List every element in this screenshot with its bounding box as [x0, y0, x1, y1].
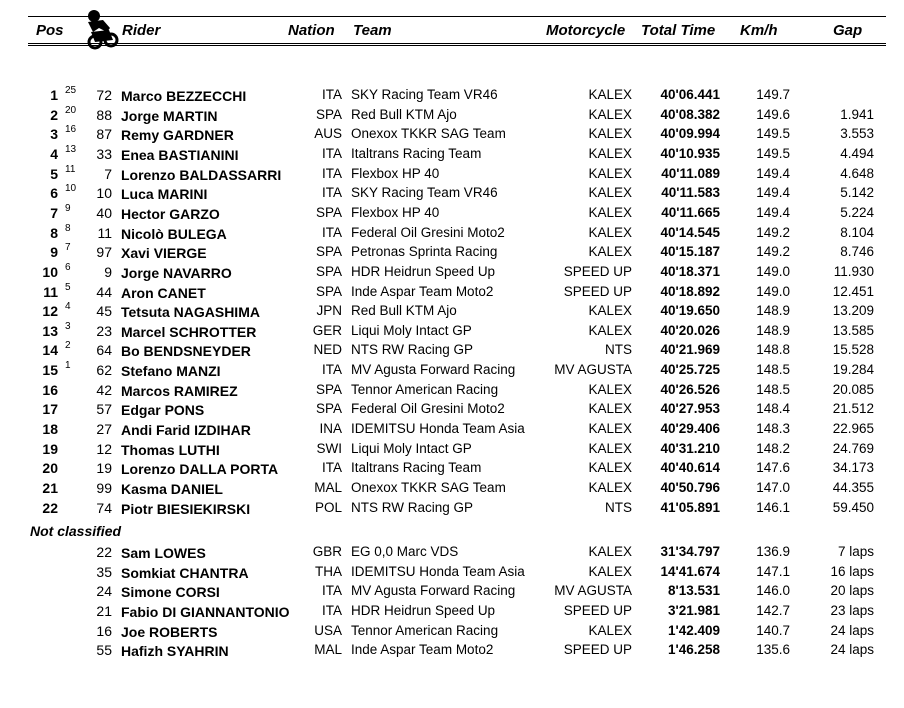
rider-name: Andi Farid IZDIHAR — [121, 422, 251, 439]
rider-name: Marco BEZZECCHI — [121, 88, 247, 104]
rider-name: Hector GARZO — [121, 205, 220, 222]
rider-name: Edgar PONS — [121, 402, 205, 419]
motorcycle: NTS — [605, 342, 632, 358]
col-header-gap: Gap — [833, 22, 863, 39]
nation: ITA — [322, 602, 342, 618]
nation: ITA — [322, 165, 342, 181]
gap: 15.528 — [832, 342, 874, 358]
speed-kmh: 148.8 — [756, 342, 790, 358]
col-header-rider: Rider — [122, 22, 161, 39]
rider-number: 72 — [96, 87, 112, 103]
table-row — [0, 360, 904, 380]
position: 1 — [50, 87, 58, 103]
gap: 3.553 — [840, 126, 874, 142]
nation: THA — [315, 563, 342, 579]
table-row — [0, 164, 904, 184]
nation: SPA — [315, 244, 342, 260]
total-time: 40'11.665 — [661, 204, 720, 220]
team-name: IDEMITSU Honda Team Asia — [351, 563, 525, 579]
motorcycle: KALEX — [588, 460, 632, 476]
speed-kmh: 148.3 — [756, 421, 790, 437]
speed-kmh: 148.5 — [756, 362, 790, 378]
rider-number: 12 — [96, 440, 112, 457]
rider-number: 35 — [96, 563, 112, 580]
table-row — [0, 581, 904, 601]
team-name: Flexbox HP 40 — [351, 165, 440, 181]
position: 4 — [50, 145, 58, 162]
rider-number: 23 — [96, 322, 112, 339]
nation: SWI — [316, 440, 342, 456]
gap: 11.930 — [833, 263, 874, 279]
gap: 16 laps — [830, 563, 874, 579]
rider-name: Sam LOWES — [121, 545, 206, 561]
speed-kmh: 135.6 — [756, 642, 790, 658]
table-row — [0, 458, 904, 478]
speed-kmh: 149.0 — [756, 263, 790, 279]
nation: MAL — [314, 642, 342, 658]
gap: 1.941 — [840, 106, 874, 122]
grid-position: 1 — [65, 360, 71, 372]
rider-name: Marcos RAMIREZ — [121, 382, 238, 399]
speed-kmh: 147.6 — [756, 460, 790, 476]
gap: 5.142 — [840, 185, 874, 201]
nation: JPN — [316, 303, 342, 319]
gap: 7 laps — [837, 544, 874, 559]
total-time: 3'21.981 — [667, 602, 720, 618]
position: 6 — [50, 185, 58, 202]
rider-name: Aron CANET — [121, 284, 206, 301]
speed-kmh: 149.5 — [756, 145, 790, 161]
rider-name: Fabio DI GIANNANTONIO — [121, 603, 290, 620]
position: 10 — [42, 263, 58, 280]
rider-name: Lorenzo BALDASSARRI — [121, 166, 282, 183]
position: 17 — [42, 401, 58, 418]
rider-number: 24 — [96, 583, 112, 600]
motorcycle: KALEX — [588, 224, 632, 240]
rider-number: 11 — [97, 224, 112, 241]
team-name: IDEMITSU Honda Team Asia — [351, 421, 525, 437]
table-row — [0, 203, 904, 223]
grid-position: 16 — [65, 124, 77, 136]
motorcycle: KALEX — [588, 401, 632, 417]
team-name: NTS RW Racing GP — [351, 499, 474, 515]
gap: 24.769 — [832, 440, 874, 456]
nation: SPA — [315, 283, 342, 299]
gap: 13.209 — [832, 303, 874, 319]
total-time: 40'31.210 — [660, 440, 720, 456]
team-name: EG 0,0 Marc VDS — [351, 544, 459, 559]
grid-position: 25 — [65, 85, 77, 96]
rider-number: 57 — [96, 401, 112, 418]
speed-kmh: 147.0 — [756, 480, 790, 495]
team-name: Liqui Moly Intact GP — [351, 322, 472, 338]
nation: ITA — [322, 224, 342, 240]
rider-number: 99 — [96, 480, 112, 496]
speed-kmh: 136.9 — [756, 544, 790, 559]
total-time: 40'29.406 — [660, 421, 720, 437]
position: 16 — [42, 381, 58, 398]
table-row — [0, 562, 904, 582]
nation: MAL — [314, 480, 342, 495]
table-row — [0, 223, 904, 243]
rider-name: Piotr BIESIEKIRSKI — [121, 500, 251, 517]
gap: 19.284 — [832, 362, 874, 378]
motorcycle: MV AGUSTA — [554, 362, 632, 378]
team-name: MV Agusta Forward Racing — [351, 362, 516, 378]
speed-kmh: 149.0 — [756, 283, 790, 299]
motorcycle: KALEX — [588, 106, 632, 122]
grid-position: 2 — [65, 340, 71, 352]
team-name: Federal Oil Gresini Moto2 — [351, 224, 505, 240]
position: 22 — [42, 499, 58, 516]
total-time: 40'20.026 — [660, 322, 720, 338]
table-row — [0, 340, 904, 360]
nation: GER — [312, 322, 342, 338]
table-row — [0, 85, 904, 105]
total-time: 14'41.674 — [660, 563, 720, 579]
motorcycle: MV AGUSTA — [554, 583, 632, 599]
rider-name: Joe ROBERTS — [121, 623, 218, 640]
rider-number: 22 — [96, 544, 112, 560]
motorcycle: SPEED UP — [563, 283, 632, 299]
nation: AUS — [314, 126, 342, 142]
not-classified-label: Not classified — [30, 523, 122, 539]
nation: POL — [314, 499, 342, 515]
motorcycle: KALEX — [588, 421, 632, 437]
motorcycle: KALEX — [588, 322, 632, 338]
team-name: HDR Heidrun Speed Up — [351, 263, 496, 279]
nation: SPA — [315, 106, 342, 122]
speed-kmh: 142.7 — [756, 602, 790, 618]
total-time: 40'26.526 — [660, 381, 720, 397]
gap: 20 laps — [830, 583, 874, 599]
speed-kmh: 149.6 — [756, 106, 790, 122]
nation: ITA — [322, 362, 342, 378]
team-name: Federal Oil Gresini Moto2 — [351, 401, 505, 417]
team-name: HDR Heidrun Speed Up — [351, 602, 496, 618]
motorcycle: SPEED UP — [563, 602, 632, 618]
rider-number: 97 — [96, 244, 112, 261]
total-time: 40'06.441 — [660, 87, 720, 102]
nation: NED — [313, 342, 342, 358]
gap: 21.512 — [832, 401, 874, 417]
grid-position: 4 — [65, 301, 71, 313]
col-header-total-time: Total Time — [641, 22, 716, 39]
speed-kmh: 149.2 — [756, 224, 790, 240]
col-header-team: Team — [353, 22, 392, 39]
motorcycle: KALEX — [588, 622, 632, 638]
position: 11 — [43, 283, 58, 300]
nation: ITA — [322, 460, 342, 476]
gap: 20.085 — [832, 381, 874, 397]
rider-number: 21 — [96, 602, 112, 619]
motorcycle: KALEX — [588, 544, 632, 559]
rider-number: 42 — [96, 381, 112, 398]
team-name: Petronas Sprinta Racing — [351, 244, 498, 260]
grid-position: 11 — [65, 163, 76, 175]
rider-name: Stefano MANZI — [121, 363, 221, 380]
team-name: Red Bull KTM Ajo — [351, 303, 457, 319]
total-time: 40'50.796 — [660, 480, 720, 495]
gap: 24 laps — [830, 642, 874, 658]
rider-number: 9 — [104, 263, 112, 280]
table-row — [0, 399, 904, 419]
total-time: 41'05.891 — [660, 499, 720, 515]
grid-position: 6 — [65, 261, 71, 273]
table-row — [0, 262, 904, 282]
rider-number: 27 — [96, 421, 112, 438]
total-time: 40'40.614 — [660, 460, 720, 476]
table-row — [0, 601, 904, 621]
team-name: MV Agusta Forward Racing — [351, 583, 516, 599]
col-header-pos: Pos — [36, 22, 64, 39]
position: 13 — [42, 322, 58, 339]
rider-number: 64 — [96, 342, 112, 359]
total-time: 40'10.935 — [660, 145, 720, 161]
position: 19 — [42, 440, 58, 457]
col-header-motorcycle: Motorcycle — [546, 22, 626, 39]
table-row — [0, 621, 904, 641]
total-time: 40'18.892 — [660, 283, 720, 299]
position: 14 — [42, 342, 58, 359]
total-time: 40'08.382 — [660, 106, 720, 122]
speed-kmh: 148.9 — [756, 322, 790, 338]
rider-name: Luca MARINI — [121, 186, 208, 203]
grid-position: 10 — [65, 183, 77, 195]
speed-kmh: 149.7 — [756, 87, 790, 102]
motorcycle: KALEX — [588, 204, 632, 220]
team-name: Inde Aspar Team Moto2 — [351, 642, 494, 658]
grid-position: 3 — [65, 320, 71, 332]
team-name: Onexox TKKR SAG Team — [351, 126, 506, 142]
team-name: Inde Aspar Team Moto2 — [351, 283, 494, 299]
position: 8 — [50, 224, 58, 241]
speed-kmh: 148.4 — [756, 401, 790, 417]
rider-number: 88 — [96, 106, 112, 123]
team-name: NTS RW Racing GP — [351, 342, 474, 358]
motorcycle: KALEX — [588, 87, 632, 102]
gap: 4.494 — [840, 145, 874, 161]
total-time: 40'21.969 — [660, 342, 720, 358]
total-time: 40'09.994 — [660, 126, 720, 142]
gap: 22.965 — [832, 421, 874, 437]
nation: ITA — [322, 87, 342, 102]
gap: 4.648 — [840, 165, 874, 181]
total-time: 40'27.953 — [660, 401, 720, 417]
grid-position: 9 — [65, 202, 71, 214]
team-name: SKY Racing Team VR46 — [351, 185, 498, 201]
table-row — [0, 144, 904, 164]
rider-name: Somkiat CHANTRA — [121, 564, 249, 581]
gap: 59.450 — [832, 499, 874, 515]
rider-name: Thomas LUTHI — [121, 441, 220, 458]
grid-position: 8 — [65, 222, 71, 234]
speed-kmh: 149.4 — [756, 185, 790, 201]
nation: USA — [314, 622, 342, 638]
speed-kmh: 147.1 — [756, 563, 790, 579]
gap: 34.173 — [832, 460, 874, 476]
motorcycle: KALEX — [588, 381, 632, 397]
motorcycle: SPEED UP — [563, 263, 632, 279]
total-time: 40'11.583 — [661, 185, 720, 201]
table-row — [0, 105, 904, 125]
rider-name: Xavi VIERGE — [121, 245, 207, 262]
team-name: Tennor American Racing — [351, 622, 499, 638]
table-row — [0, 380, 904, 400]
rider-number: 40 — [96, 204, 112, 221]
rider-number: 74 — [96, 499, 112, 516]
motorcycle: KALEX — [588, 244, 632, 260]
total-time: 40'14.545 — [660, 224, 720, 240]
team-name: Red Bull KTM Ajo — [351, 106, 457, 122]
speed-kmh: 146.1 — [756, 499, 790, 515]
rider-name: Tetsuta NAGASHIMA — [121, 304, 260, 321]
team-name: Italtrans Racing Team — [351, 460, 482, 476]
rider-number: 44 — [96, 283, 112, 300]
team-name: Flexbox HP 40 — [351, 204, 440, 220]
nation: GBR — [312, 544, 342, 559]
motorcycle: KALEX — [588, 303, 632, 319]
rider-name: Jorge MARTIN — [121, 107, 218, 124]
speed-kmh: 148.9 — [756, 303, 790, 319]
speed-kmh: 149.4 — [756, 204, 790, 220]
rider-name: Bo BENDSNEYDER — [121, 343, 251, 360]
position: 15 — [42, 362, 58, 379]
col-header-kmh: Km/h — [740, 22, 778, 39]
position: 2 — [50, 106, 58, 123]
position: 7 — [50, 204, 58, 221]
nation: SPA — [315, 381, 342, 397]
position: 18 — [42, 421, 58, 438]
rider-number: 87 — [96, 126, 112, 143]
grid-position: 5 — [65, 281, 71, 293]
table-row — [0, 282, 904, 302]
speed-kmh: 149.2 — [756, 244, 790, 260]
table-row — [0, 498, 904, 518]
total-time: 1'42.409 — [667, 622, 720, 638]
gap: 8.104 — [840, 224, 874, 240]
gap: 13.585 — [832, 322, 874, 338]
grid-position: 13 — [65, 143, 77, 155]
total-time: 40'19.650 — [660, 303, 720, 319]
total-time: 40'11.089 — [661, 165, 720, 181]
grid-position: 20 — [65, 104, 77, 116]
motorcycle: KALEX — [588, 563, 632, 579]
gap: 12.451 — [832, 283, 874, 299]
speed-kmh: 148.2 — [756, 440, 790, 456]
motorcycle: KALEX — [588, 480, 632, 495]
table-row — [0, 242, 904, 262]
total-time: 1'46.258 — [667, 642, 720, 658]
nation: ITA — [322, 145, 342, 161]
team-name: Italtrans Racing Team — [351, 145, 482, 161]
rider-number: 19 — [96, 460, 112, 477]
total-time: 31'34.797 — [660, 544, 720, 559]
motorcycle: KALEX — [588, 185, 632, 201]
speed-kmh: 149.4 — [756, 165, 790, 181]
grid-position: 7 — [65, 242, 71, 254]
gap: 24 laps — [830, 622, 874, 638]
table-row — [0, 321, 904, 341]
gap: 23 laps — [830, 602, 874, 618]
rider-number: 10 — [96, 185, 112, 202]
rider-number: 55 — [96, 642, 112, 659]
col-header-nation: Nation — [288, 22, 335, 39]
table-row — [0, 478, 904, 498]
nation: SPA — [315, 263, 342, 279]
table-row — [0, 124, 904, 144]
table-row — [0, 439, 904, 459]
speed-kmh: 146.0 — [756, 583, 790, 599]
motorcycle: KALEX — [588, 145, 632, 161]
gap: 8.746 — [840, 244, 874, 260]
table-row — [0, 301, 904, 321]
motorcycle: NTS — [605, 499, 632, 515]
position: 20 — [42, 460, 58, 477]
motorcycle: KALEX — [588, 165, 632, 181]
motorcycle: SPEED UP — [563, 642, 632, 658]
motorcycle: KALEX — [588, 440, 632, 456]
rider-name: Jorge NAVARRO — [121, 264, 232, 281]
position: 21 — [42, 480, 58, 496]
nation: SPA — [315, 204, 342, 220]
rider-name: Hafizh SYAHRIN — [121, 643, 229, 660]
position: 9 — [50, 244, 58, 261]
rider-number: 16 — [96, 622, 112, 639]
table-row — [0, 640, 904, 660]
rider-name: Enea BASTIANINI — [121, 146, 239, 163]
gap: 44.355 — [832, 480, 874, 495]
team-name: Onexox TKKR SAG Team — [351, 480, 506, 495]
table-row — [0, 419, 904, 439]
rider-number: 45 — [96, 303, 112, 320]
rider-name: Simone CORSI — [121, 584, 220, 601]
speed-kmh: 140.7 — [756, 622, 790, 638]
motorcycle: KALEX — [588, 126, 632, 142]
speed-kmh: 149.5 — [756, 126, 790, 142]
rider-name: Lorenzo DALLA PORTA — [121, 461, 279, 478]
rider-number: 62 — [96, 362, 112, 379]
gap: 5.224 — [840, 204, 874, 220]
position: 5 — [50, 165, 58, 182]
table-row — [0, 542, 904, 562]
position: 3 — [50, 126, 58, 143]
rider-number: 33 — [96, 145, 112, 162]
total-time: 40'15.187 — [660, 244, 720, 260]
table-row — [0, 183, 904, 203]
team-name: Tennor American Racing — [351, 381, 499, 397]
total-time: 8'13.531 — [667, 583, 720, 599]
rider-name: Marcel SCHROTTER — [121, 323, 257, 340]
rider-name: Remy GARDNER — [121, 127, 234, 144]
total-time: 40'25.725 — [660, 362, 720, 378]
nation: SPA — [315, 401, 342, 417]
nation: ITA — [322, 185, 342, 201]
total-time: 40'18.371 — [660, 263, 720, 279]
rider-name: Kasma DANIEL — [121, 481, 223, 497]
rider-number: 7 — [104, 165, 112, 182]
team-name: SKY Racing Team VR46 — [351, 87, 498, 102]
rider-name: Nicolò BULEGA — [121, 225, 227, 242]
nation: ITA — [322, 583, 342, 599]
speed-kmh: 148.5 — [756, 381, 790, 397]
team-name: Liqui Moly Intact GP — [351, 440, 472, 456]
nation: INA — [319, 421, 342, 437]
position: 12 — [42, 303, 58, 320]
